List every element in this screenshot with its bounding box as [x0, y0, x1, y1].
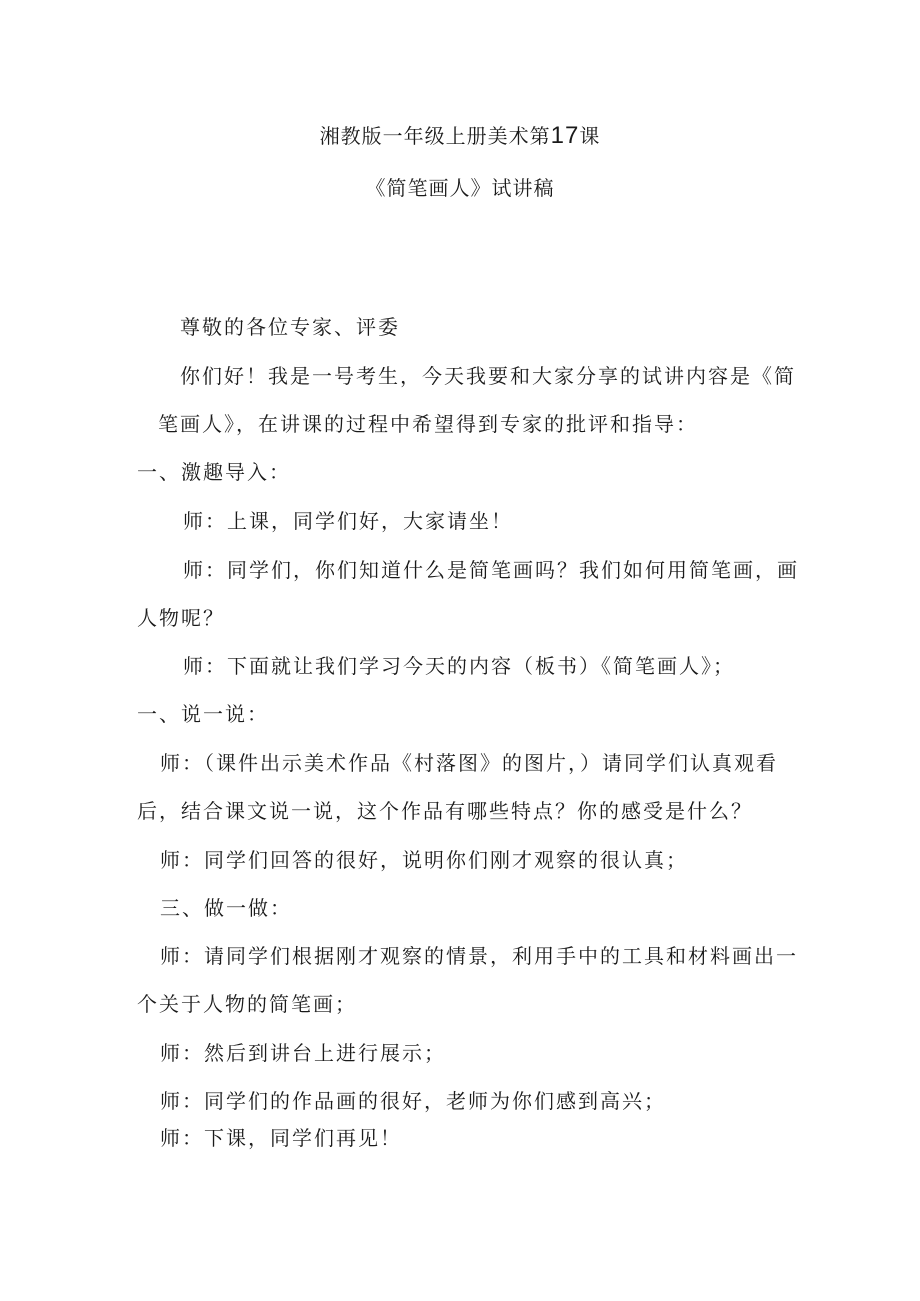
paragraph-line: 师：同学们的作品画的很好，老师为你们感到高兴；	[160, 1089, 666, 1113]
document-title	[0, 120, 920, 150]
document-subtitle: 《简笔画人》试讲稿	[365, 176, 555, 200]
paragraph-line: 人物呢？	[137, 606, 225, 630]
paragraph-line: 师：下课，同学们再见！	[160, 1126, 402, 1150]
paragraph-line: 师：然后到讲台上进行展示；	[160, 1041, 446, 1065]
paragraph-line: 师：请同学们根据刚才观察的情景，利用手中的工具和材料画出一	[160, 944, 798, 968]
paragraph-line: 你们好！我是一号考生，今天我要和大家分享的试讲内容是《简	[180, 364, 796, 388]
section-heading: 一、激趣导入：	[137, 460, 291, 484]
greeting: 尊敬的各位专家、评委	[180, 315, 400, 339]
title-prefix: 湘教版一年级上册美术第	[319, 124, 551, 148]
paragraph-line: 师：上课，同学们好，大家请坐！	[183, 509, 513, 533]
title-suffix: 课	[579, 124, 601, 148]
paragraph-line: 师：同学们回答的很好，说明你们刚才观察的很认真；	[160, 848, 688, 872]
paragraph-line: 师：同学们，你们知道什么是简笔画吗？我们如何用简笔画，画	[183, 558, 799, 582]
paragraph-line: 个关于人物的简笔画；	[137, 992, 357, 1016]
paragraph-line: 后，结合课文说一说，这个作品有哪些特点？你的感受是什么？	[137, 799, 753, 823]
paragraph-line: 师：下面就让我们学习今天的内容（板书）《简笔画人》；	[183, 654, 735, 678]
paragraph-line: 笔画人》，在讲课的过程中希望得到专家的批评和指导：	[158, 412, 698, 436]
section-heading: 一、说一说：	[137, 702, 269, 726]
lesson-number: 17	[550, 122, 580, 149]
paragraph-line: 师：（课件出示美术作品《村落图》的图片，）请同学们认真观看	[160, 751, 778, 775]
section-heading: 三、做一做：	[160, 896, 292, 920]
